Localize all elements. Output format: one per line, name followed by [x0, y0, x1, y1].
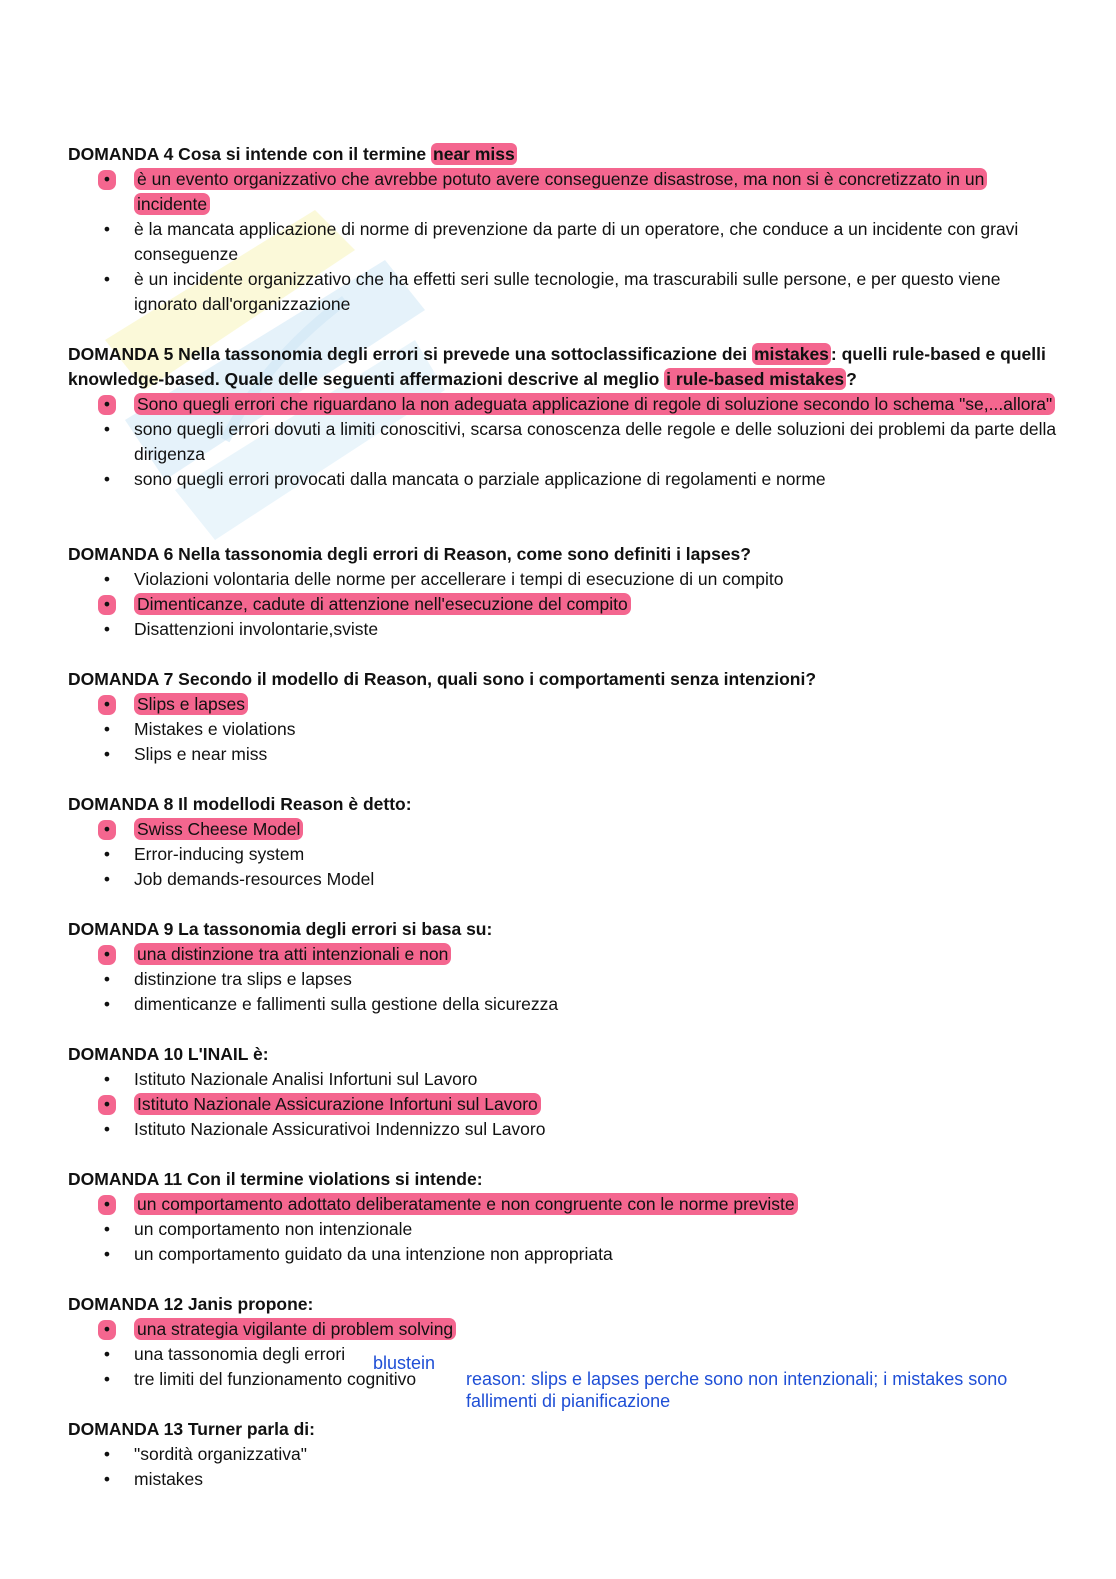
option: • un comportamento non intenzionale: [68, 1217, 1058, 1242]
option-selected: • una distinzione tra atti intenzionali e non: [68, 942, 1058, 967]
bullet-icon: •: [103, 744, 111, 764]
question-title: DOMANDA 8 Il modellodi Reason è detto:: [68, 794, 412, 814]
bullet-icon: •: [101, 392, 113, 417]
option-selected: • un comportamento adottato deliberatamente e non congruente con le norme previste: [68, 1192, 1058, 1217]
bullet-icon: •: [103, 1444, 111, 1464]
bullet-icon: •: [101, 817, 113, 842]
bullet-icon: •: [103, 869, 111, 889]
option: • distinzione tra slips e lapses: [68, 967, 1058, 992]
option-selected: • è un evento organizzativo che avrebbe potuto avere conseguenze disastrose, ma non si è concretizzato in un incidente: [68, 167, 1058, 217]
bullet-icon: •: [103, 1219, 111, 1239]
option-selected: • una strategia vigilante di problem solving: [68, 1317, 1058, 1342]
option: • Job demands-resources Model: [68, 867, 1058, 892]
bullet-icon: •: [101, 167, 113, 192]
question-title: DOMANDA 6 Nella tassonomia degli errori di Reason, come sono definiti i lapses?: [68, 544, 751, 564]
options-list: [68, 817, 1058, 892]
option: • "sordità organizzativa": [68, 1442, 1058, 1467]
bullet-icon: •: [103, 569, 111, 589]
bullet-icon: •: [103, 1369, 111, 1389]
option-selected: • Dimenticanze, cadute di attenzione nell'esecuzione del compito: [68, 592, 1058, 617]
bullet-icon: •: [101, 1092, 113, 1117]
bullet-icon: •: [103, 719, 111, 739]
bullet-icon: •: [103, 844, 111, 864]
option-selected: • Sono quegli errori che riguardano la non adeguata applicazione di regole di soluzione secondo lo schema "se,...allora": [68, 392, 1058, 417]
option: • è la mancata applicazione di norme di prevenzione da parte di un operatore, che conduce a un incidente con gravi conseguenze: [68, 217, 1058, 267]
option: • sono quegli errori provocati dalla mancata o parziale applicazione di regolamenti e norme: [68, 467, 1058, 492]
options-list: [68, 1067, 1058, 1142]
question-title: DOMANDA 4 Cosa si intende con il termine near miss: [68, 144, 515, 164]
note-reason: reason: slips e lapses perche sono non intenzionali; i mistakes sono fallimenti di pianificazione: [466, 1369, 1008, 1411]
option: • Mistakes e violations: [68, 717, 1058, 742]
question-6: [68, 542, 1058, 642]
question-title: DOMANDA 11 Con il termine violations si intende:: [68, 1169, 483, 1189]
question-11: [68, 1167, 1058, 1267]
option: • Istituto Nazionale Analisi Infortuni sul Lavoro: [68, 1067, 1058, 1092]
option: • un comportamento guidato da una intenzione non appropriata: [68, 1242, 1058, 1267]
bullet-icon: •: [103, 969, 111, 989]
question-title: DOMANDA 7 Secondo il modello di Reason, quali sono i comportamenti senza intenzioni?: [68, 669, 817, 689]
options-list: [68, 942, 1058, 1017]
bullet-icon: •: [103, 619, 111, 639]
bullet-icon: •: [103, 1344, 111, 1364]
option: • tre limiti del funzionamento cognitivo: [68, 1367, 1058, 1392]
question-4: [68, 142, 1058, 317]
option: • Error-inducing system: [68, 842, 1058, 867]
question-9: [68, 917, 1058, 1017]
bullet-icon: •: [103, 419, 111, 439]
options-list: [68, 1442, 1058, 1492]
option: • Disattenzioni involontarie,sviste: [68, 617, 1058, 642]
option: • Violazioni volontaria delle norme per accellerare i tempi di esecuzione di un compito: [68, 567, 1058, 592]
bullet-icon: •: [103, 1069, 111, 1089]
options-list: [68, 692, 1058, 767]
question-title: DOMANDA 5 Nella tassonomia degli errori si prevede una sottoclassificazione dei mistakes : quelli rule-based e quelli knowledge-based. Quale delle seguenti affermazioni descrive al meglio i rule-based mistakes ?: [68, 344, 1046, 389]
options-list: [68, 1192, 1058, 1267]
option: • mistakes: [68, 1467, 1058, 1492]
option: • dimenticanze e fallimenti sulla gestione della sicurezza: [68, 992, 1058, 1017]
bullet-icon: •: [103, 269, 111, 289]
question-13: [68, 1417, 1058, 1492]
option: • una tassonomia degli errori: [68, 1342, 1058, 1367]
bullet-icon: •: [103, 994, 111, 1014]
highlighted-term: mistakes: [754, 344, 829, 364]
question-7: [68, 667, 1058, 767]
bullet-icon: •: [101, 592, 113, 617]
option: • sono quegli errori dovuti a limiti conoscitivi, scarsa conoscenza delle regole e delle soluzioni dei problemi da parte della dirigenza: [68, 417, 1058, 467]
question-title: DOMANDA 10 L'INAIL è:: [68, 1044, 269, 1064]
highlighted-term: i rule-based mistakes: [666, 369, 845, 389]
option-selected: • Swiss Cheese Model: [68, 817, 1058, 842]
highlighted-term: near miss: [433, 144, 515, 164]
question-title: DOMANDA 9 La tassonomia degli errori si basa su:: [68, 919, 493, 939]
option: • Istituto Nazionale Assicurativoi Indennizzo sul Lavoro: [68, 1117, 1058, 1142]
option-selected: • Istituto Nazionale Assicurazione Infortuni sul Lavoro: [68, 1092, 1058, 1117]
options-list: [68, 567, 1058, 642]
question-10: [68, 1042, 1058, 1142]
question-8: [68, 792, 1058, 892]
bullet-icon: •: [103, 1469, 111, 1489]
bullet-icon: •: [103, 219, 111, 239]
bullet-icon: •: [103, 1119, 111, 1139]
options-list: [68, 167, 1058, 317]
bullet-icon: •: [103, 469, 111, 489]
bullet-icon: •: [101, 1192, 113, 1217]
question-title: DOMANDA 13 Turner parla di:: [68, 1419, 315, 1439]
question-title: DOMANDA 12 Janis propone:: [68, 1294, 314, 1314]
bullet-icon: •: [101, 692, 113, 717]
bullet-icon: •: [103, 1244, 111, 1264]
option: • Slips e near miss: [68, 742, 1058, 767]
bullet-icon: •: [101, 1317, 113, 1342]
option-selected: • Slips e lapses: [68, 692, 1058, 717]
option: • è un incidente organizzativo che ha effetti seri sulle tecnologie, ma trascurabili sulle persone, e per questo viene ignorato dall'organizzazione: [68, 267, 1058, 317]
question-5: [68, 342, 1058, 492]
note-blustein: blustein: [373, 1353, 436, 1373]
bullet-icon: •: [101, 942, 113, 967]
options-list: [68, 392, 1058, 492]
